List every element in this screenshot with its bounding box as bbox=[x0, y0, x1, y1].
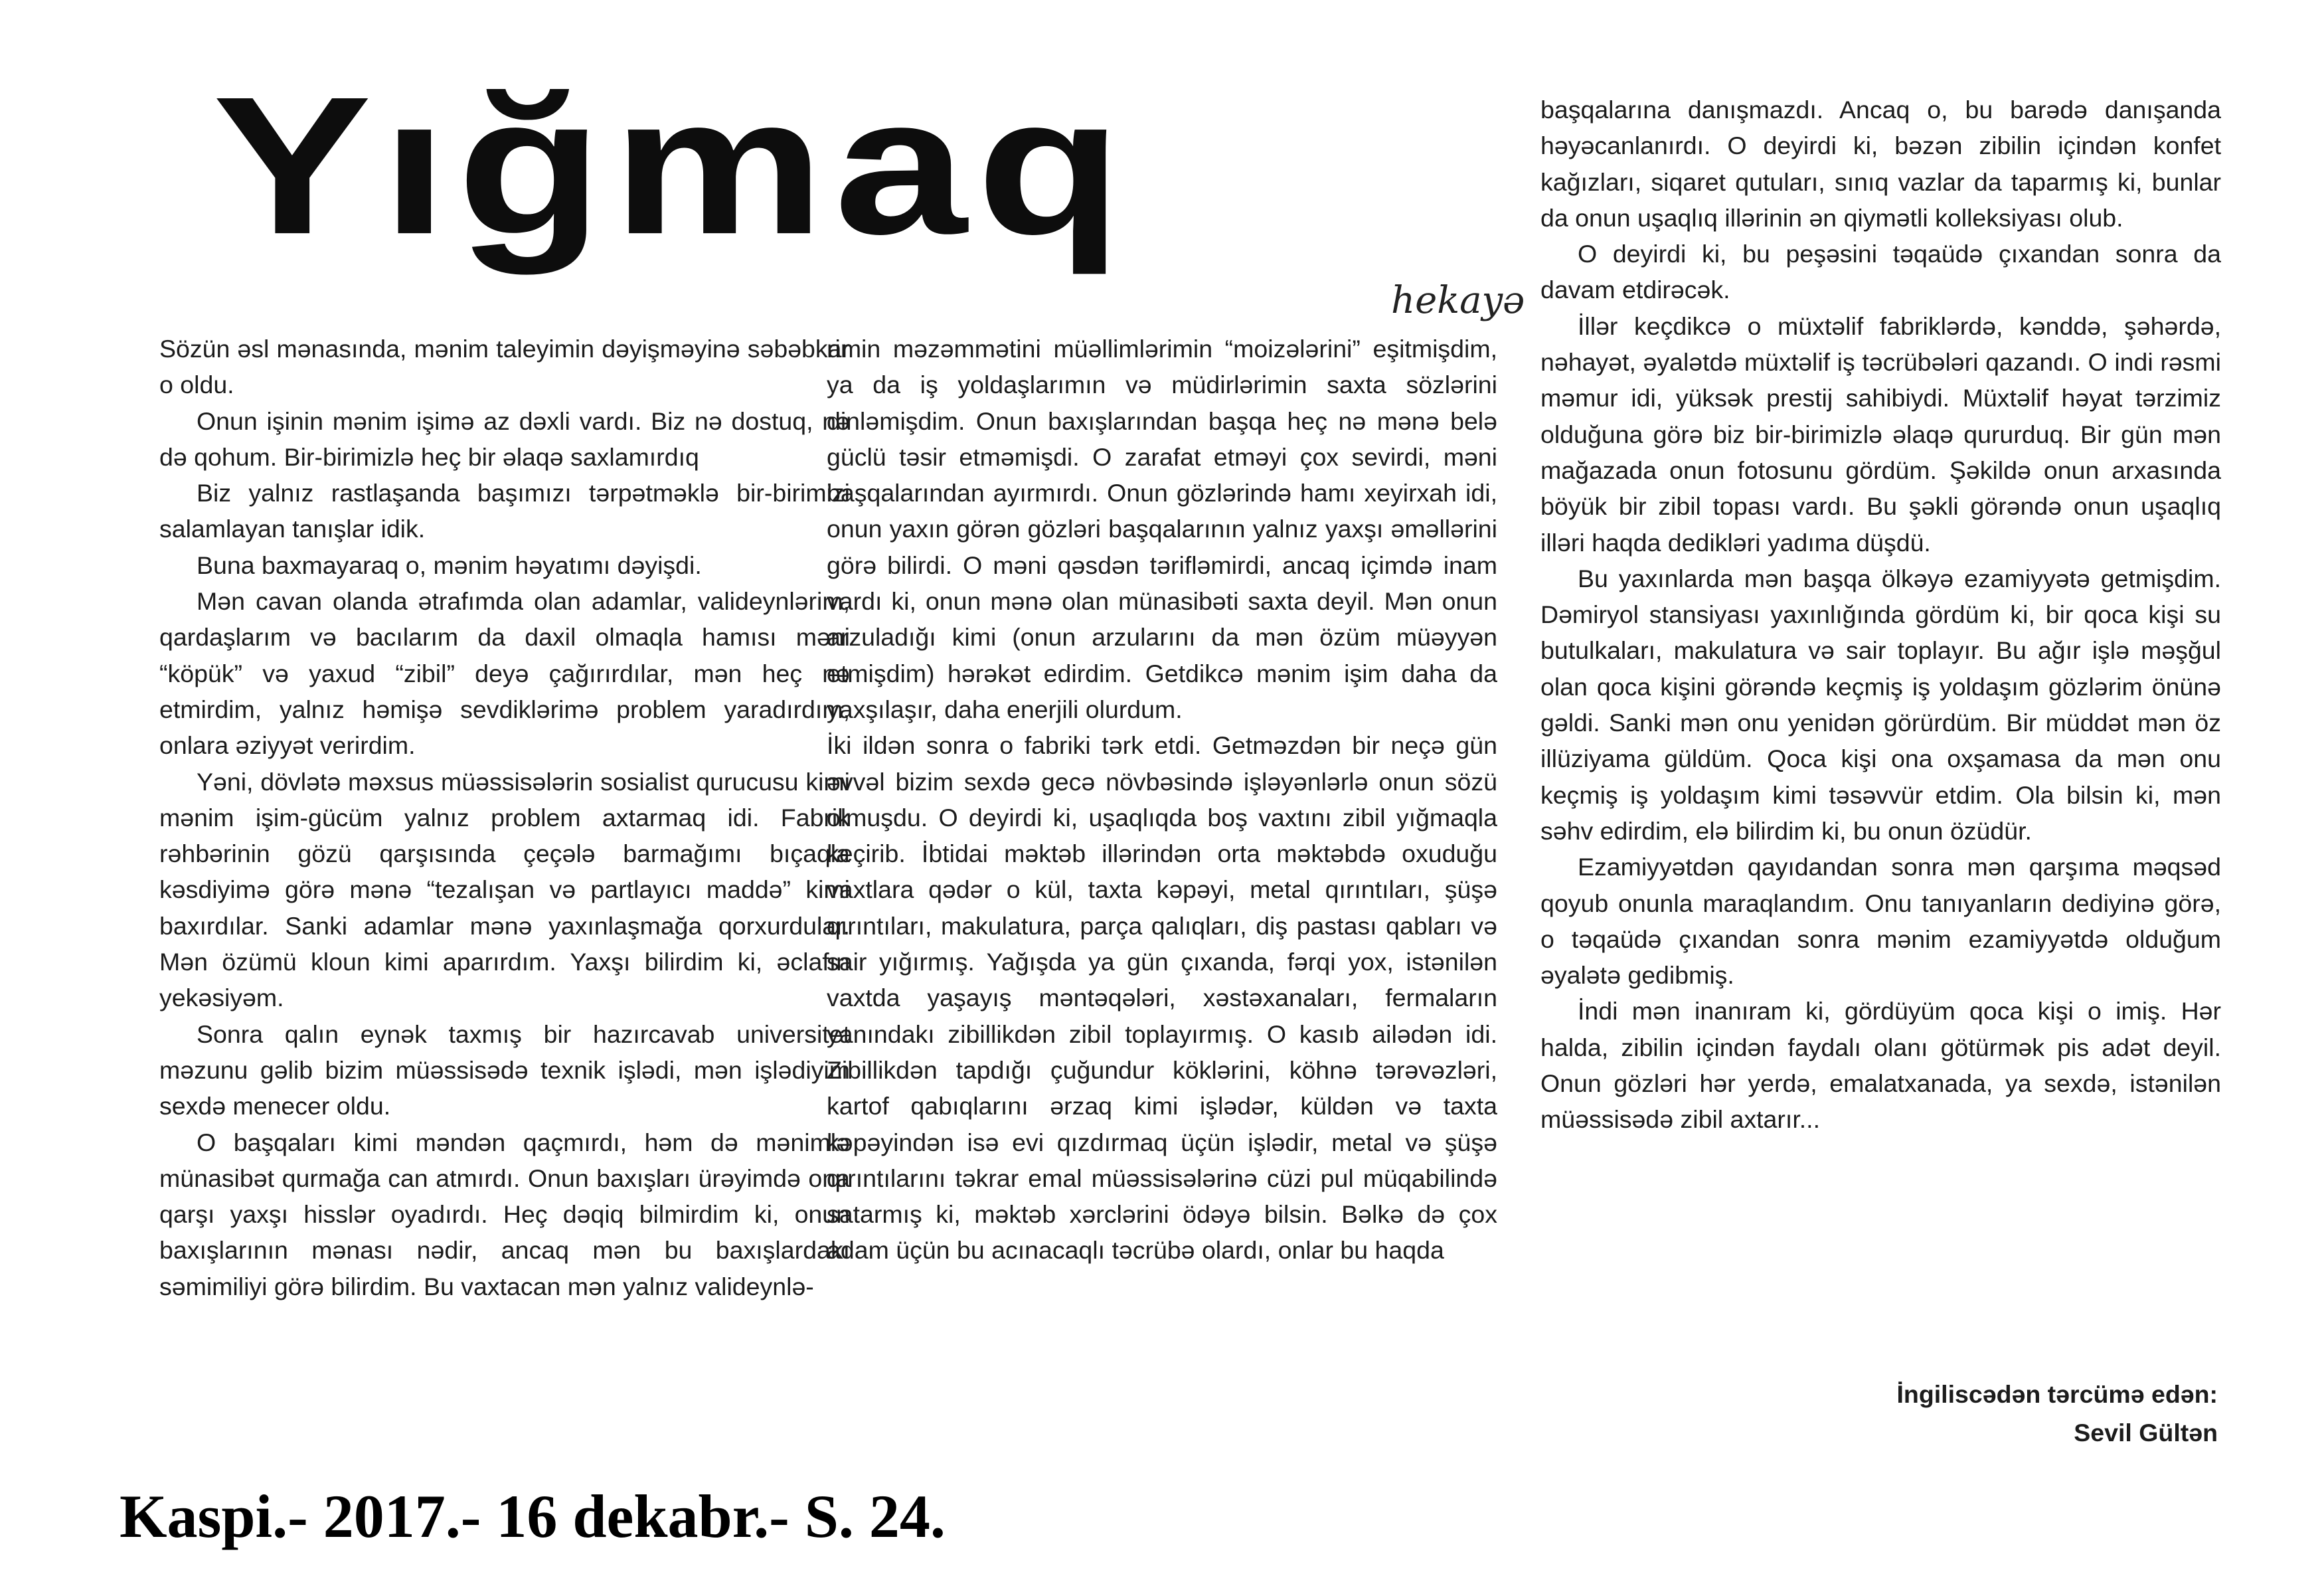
translator-credit bbox=[1897, 1375, 2218, 1452]
paragraph: Ezamiyyətdən qayıdandan sonra mən qarşıma məqsəd qoyub onunla maraqlandım. Onu tanıyanların dediyinə görə, o təqaüdə çıxandan sonra mənim ezamiyyətdə olduğum əyalətə gedibmiş. bbox=[1540, 853, 2221, 990]
paragraph: İki ildən sonra o fabriki tərk etdi. Getməzdən bir neçə gün əvvəl bizim sexdə gecə növbəsində işləyənlərlə onun sözü olmuşdu. O deyirdi ki, uşaqlıqda boş vaxtını zibil yığmaqla keçirib. İbtidai məktəb illərindən orta məktəbdə oxuduğu vaxtlara qədər o kül, taxta kəpəyi, metal qırıntıları, şüşə qırıntıları, makulatura, parça qalıqları, diş pastası qabları və sair yığırmış. Yağışda ya gün çıxanda, fərqi yox, istənilən vaxtda yaşayış məntəqələri, xəstəxanaları, fermaların yanındakı zibillikdən zibil toplayırmış. O kasıb ailədən idi. Zibillikdən tapdığı çuğundur köklərini, köhnə tərəvəzləri, kartof qabıqlarını ərzaq kimi işlədər, küldən və taxta kəpəyindən isə evi qızdırmaq üçün işlədir, metal və şüşə qırıntılarını təkrar emal müəssisələrinə cüzi pul müqabilində satarmış ki, məktəb xərclərini ödəyə bilsin. Bəlkə də çox adam üçün bu acınacaqlı təcrübə olardı, onlar bu haqda bbox=[827, 731, 1497, 1265]
paragraph: İllər keçdikcə o müxtəlif fabriklərdə, kənddə, şəhərdə, nəhayət, əyalətdə müxtəlif iş təcrübələri qazandı. O indi rəsmi məmur idi, yüksək prestij sahibiydi. Müxtəlif həyat tərzimiz olduğuna görə biz bir-birimizlə əlaqə qururduq. Bir gün mən mağazada onun fotosunu gördüm. Şəkildə onun arxasında böyük bir zibil topası vardı. Bu şəkli görəndə onun uşaqlıq illəri haqda dedikləri yadıma düşdü. bbox=[1540, 311, 2221, 557]
paragraph: Buna baxmayaraq o, mənim həyatımı dəyişdi. bbox=[197, 551, 702, 579]
paragraph: Bu yaxınlarda mən başqa ölkəyə ezamiyyətə getmişdim. Dəmiryol stansiyası yaxınlığında gördüm ki, bir qoca kişi su butulkaları, makulatura və sair toplayır. Bu ağır işlə məşğul olan qoca kişini görəndə keçmiş iş yoldaşım gözlərim önünə gəldi. Sanki mən onu yenidən görürdüm. Bir müddət mən öz illüziyama güldüm. Qoca kişi ona oxşamasa da mən onu keçmiş iş yoldaşım kimi təsəvvür etdim. Ola bilsin ki, mən səhv edirdim, elə bilirdim ki, bu onun özüdür. bbox=[1540, 564, 2221, 845]
translator-label: İngiliscədən tərcümə edən: bbox=[1896, 1380, 2218, 1408]
paragraph: Sonra qalın eynək taxmış bir hazırcavab universitet məzunu gəlib bizim müəssisədə texnik işlədi, mən işlədiyim sexdə menecer oldu. bbox=[159, 1019, 850, 1120]
paragraph: Biz yalnız rastlaşanda başımızı tərpətməklə bir-birimizi salamlayan tanışlar idik. bbox=[159, 479, 850, 543]
source-citation: Kaspi.- 2017.- 16 dekabr.- S. 24. bbox=[120, 1482, 946, 1550]
paragraph: O deyirdi ki, bu peşəsini təqaüdə çıxandan sonra da davam etdirəcək. bbox=[1540, 240, 2221, 304]
paragraph: Mən cavan olanda ətrafımda olan adamlar, valideynlərim, qardaşlarım və bacılarım da daxil olmaqla hamısı məni “köpük” və yaxud “zibil” deyə çağırırdılar, mən heç nə etmirdim, yalnız həmişə sevdiklərimə problem yaradırdım, onlara əziyyət verirdim. bbox=[159, 587, 850, 760]
paragraph: başqalarına danışmazdı. Ancaq o, bu barədə danışanda həyəcanlanırdı. O deyirdi ki, bəzən zibilin içindən konfet kağızları, siqaret qutuları, sınıq vazlar da taparmış ki, bunlar da onun uşaqlıq illərinin ən qiymətli kolleksiyası olub. bbox=[1540, 96, 2221, 232]
article-column-1 bbox=[159, 331, 850, 1304]
paragraph: Onun işinin mənim işimə az dəxli vardı. Biz nə dostuq, nə də qohum. Bir-birimizlə heç bir əlaqə saxlamırdıq bbox=[159, 406, 850, 471]
article-column-3 bbox=[1540, 92, 2221, 1138]
paragraph: Yəni, dövlətə məxsus müəssisələrin sosialist qurucusu kimi mənim işim-gücüm yalnız problem axtarmaq idi. Fabrik rəhbərinin gözü qarşısında çeçələ barmağımı bıçaqla kəsdiyimə görə mənə “tezalışan və partlayıcı maddə” kimi baxırdılar. Sanki adamlar mənə yaxınlaşmağa qorxurdular. Mən özümü kloun kimi aparırdım. Yaxşı bilirdim ki, əclafın yekəsiyəm. bbox=[159, 767, 850, 1012]
paragraph: Sözün əsl mənasında, mənim taleyimin dəyişməyinə səbəbkar o oldu. bbox=[159, 335, 850, 399]
paragraph: rimin məzəmmətini müəllimlərimin “moizələrini” eşitmişdim, ya da iş yoldaşlarımın və müdirlərimin saxta sözlərini dinləmişdim. Onun baxışlarından başqa heç nə mənə belə güclü təsir etməmişdi. O zarafat etməyi çox sevirdi, məni başqalarından ayırmırdı. Onun gözlərində hamı xeyirxah idi, onun yaxın görən gözləri başqalarının yalnız yaxşı əməllərini görə bilirdi. O məni qəsdən tərifləmirdi, ancaq içimdə inam vardı ki, onun mənə olan münasibəti saxta deyil. Mən onun arzuladığı kimi (onun arzularını da mən özüm müəyyən etmişdim) hərəkət edirdim. Getdikcə mənim işim daha da yaxşılaşır, daha enerjili olurdum. bbox=[827, 335, 1497, 723]
article-title: Yığmaq bbox=[212, 56, 1132, 276]
article-genre: hekayə bbox=[1391, 279, 1525, 322]
article-column-2 bbox=[827, 331, 1497, 1269]
translator-name: Sevil Gültən bbox=[2074, 1419, 2218, 1447]
paragraph: İndi mən inanıram ki, gördüyüm qoca kişi o imiş. Hər halda, zibilin içindən faydalı olanı götürmək pis adət deyil. Onun gözləri hər yerdə, emalatxanada, ya sexdə, istənilən müəssisədə zibil axtarır... bbox=[1540, 997, 2221, 1134]
paragraph: O başqaları kimi məndən qaçmırdı, həm də mənimlə münasibət qurmağa can atmırdı. Onun baxışları ürəyimdə ona qarşı yaxşı hisslər oyadırdı. Heç dəqiq bilmirdim ki, onun baxışlarının mənası nədir, ancaq mən bu baxışlardakı səmimiliyi görə bilirdim. Bu vaxtacan mən yalnız valideynlə- bbox=[159, 1128, 850, 1300]
